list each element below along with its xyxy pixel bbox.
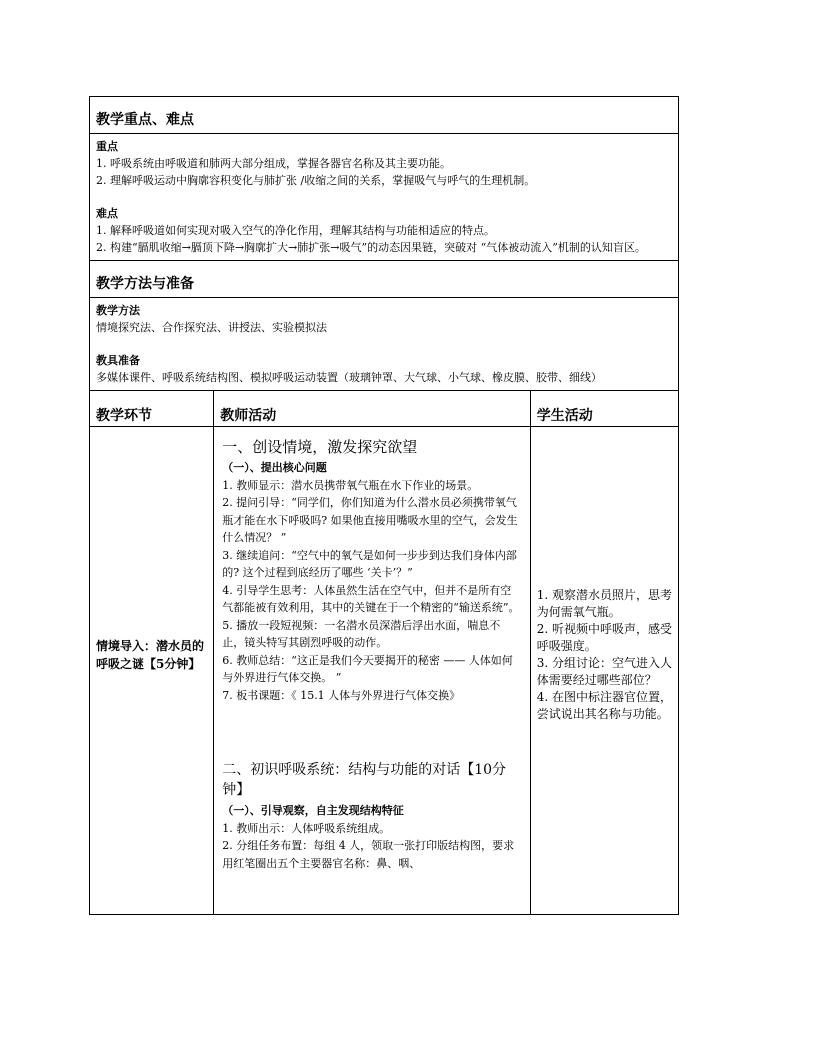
teacher-item: 1. 教师出示：人体呼吸系统组成。 bbox=[222, 821, 391, 835]
header-student: 学生活动 bbox=[530, 391, 678, 427]
methods-body bbox=[90, 298, 678, 390]
key-points-title: 教学重点、难点 bbox=[90, 97, 678, 134]
teacher-subheading-1: （一）、提出核心问题 bbox=[222, 461, 327, 474]
key-points-body bbox=[90, 134, 678, 260]
header-teacher: 教师活动 bbox=[214, 391, 531, 427]
teacher-item: 4. 引导学生思考：人体虽然生活在空气中，但并不是所有空气都能被有效利用，其中的关键在于一个精密的“输送系统”。 bbox=[222, 583, 520, 614]
student-cell bbox=[530, 427, 678, 915]
stage-text: 情境导入：潜水员的呼吸之谜【5分钟】 bbox=[96, 639, 205, 671]
key-points-section bbox=[89, 96, 679, 260]
lesson-plan-page bbox=[89, 96, 679, 915]
table-header-row bbox=[90, 391, 679, 427]
prep-label: 教具准备 bbox=[96, 354, 140, 367]
activity-table bbox=[89, 390, 679, 915]
student-item: 1. 观察潜水员照片，思考为何需氧气瓶。 bbox=[536, 588, 672, 619]
teacher-item: 3. 继续追问：“空气中的氧气是如何一步步到达我们身体内部的? 这个过程到底经历了哪些 ‘关卡’？” bbox=[222, 548, 517, 579]
method-text: 情境探究法、合作探究法、讲授法、实验模拟法 bbox=[96, 321, 327, 334]
table-row bbox=[90, 427, 679, 915]
difficulty-item: 1. 解释呼吸道如何实现对吸入空气的净化作用，理解其结构与功能相适应的特点。 bbox=[96, 224, 495, 237]
student-item: 3. 分组讨论：空气进入人体需要经过哪些部位？ bbox=[536, 656, 672, 687]
stage-cell bbox=[90, 427, 214, 915]
teacher-item: 7. 板书课题：《 15.1 人体与外界进行气体交换》 bbox=[222, 688, 461, 702]
teacher-item: 2. 分组任务布置：每组 4 人，领取一张打印版结构图，要求用红笔圈出五个主要器官名称：鼻、咽、 bbox=[222, 839, 515, 870]
teacher-heading-2: 二、初识呼吸系统：结构与功能的对话【10分钟】 bbox=[222, 762, 507, 798]
student-item: 2. 听视频中呼吸声，感受呼吸强度。 bbox=[536, 622, 672, 653]
difficulty-label: 难点 bbox=[96, 207, 118, 220]
focus-label: 重点 bbox=[96, 140, 118, 153]
method-label: 教学方法 bbox=[96, 304, 140, 317]
methods-section bbox=[89, 260, 679, 390]
header-stage: 教学环节 bbox=[90, 391, 214, 427]
focus-item: 1. 呼吸系统由呼吸道和肺两大部分组成，掌握各器官名称及其主要功能。 bbox=[96, 157, 451, 170]
focus-item: 2. 理解呼吸运动中胸廓容积变化与肺扩张 /收缩之间的关系，掌握吸气与呼气的生理机制。 bbox=[96, 174, 536, 187]
prep-text: 多媒体课件、呼吸系统结构图、模拟呼吸运动装置（玻璃钟罩、大气球、小气球、橡皮膜、胶带、细线） bbox=[96, 371, 602, 384]
student-item: 4. 在图中标注器官位置，尝试说出其名称与功能。 bbox=[536, 690, 672, 721]
methods-title: 教学方法与准备 bbox=[90, 261, 678, 298]
teacher-subheading-2: （一）、引导观察，自主发现结构特征 bbox=[222, 804, 404, 817]
teacher-item: 5. 播放一段短视频：一名潜水员深潜后浮出水面，喘息不止，镜头特写其剧烈呼吸的动作。 bbox=[222, 618, 501, 649]
difficulty-item: 2. 构建“膈肌收缩→膈顶下降→胸廓扩大→肺扩张→吸气”的动态因果链，突破对 “气体被动流入”机制的认知盲区。 bbox=[96, 241, 646, 254]
teacher-item: 6. 教师总结：“这正是我们今天要揭开的秘密 —— 人体如何与外界进行气体交换。 ” bbox=[222, 653, 513, 684]
teacher-item: 1. 教师显示：潜水员携带氧气瓶在水下作业的场景。 bbox=[222, 478, 479, 492]
teacher-item: 2. 提问引导：“同学们，你们知道为什么潜水员必须携带氧气瓶才能在水下呼吸吗? 如果他直接用嘴吸水里的空气，会发生什么情况？ ” bbox=[222, 496, 518, 544]
teacher-cell bbox=[214, 427, 531, 915]
teacher-heading-1: 一、创设情境，激发探究欲望 bbox=[222, 438, 418, 456]
